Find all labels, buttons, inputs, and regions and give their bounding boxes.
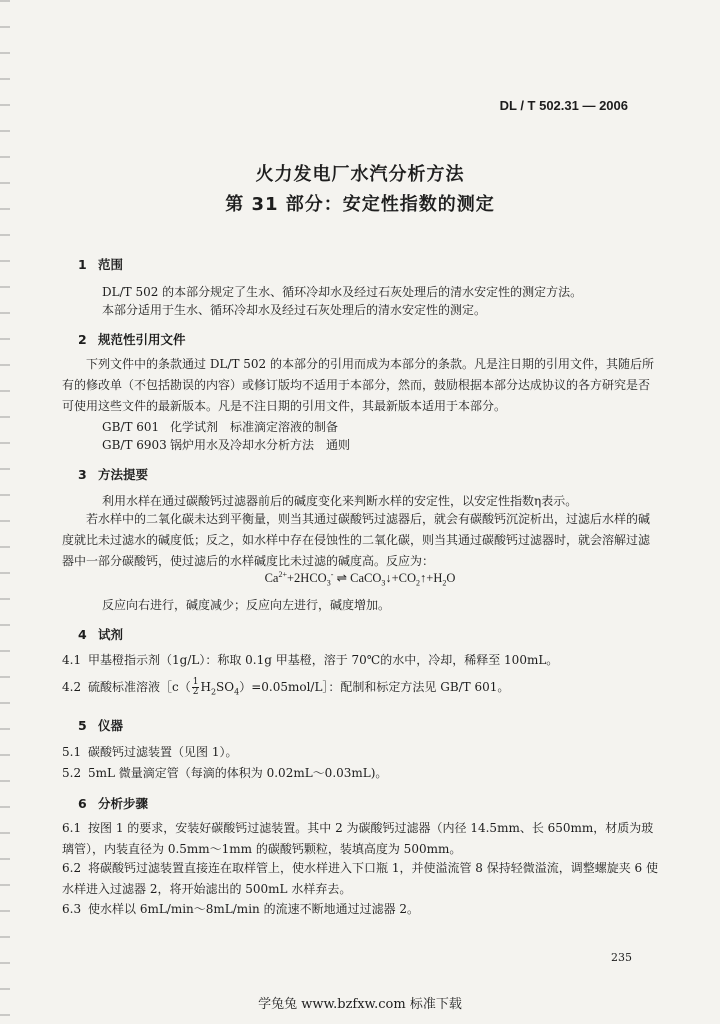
reference-item: GB/T 601 化学试剂 标准滴定溶液的制备 xyxy=(102,420,339,434)
section-3-heading: 3 方法提要 xyxy=(78,467,149,482)
reference-item: GB/T 6903 锅炉用水及冷却水分析方法 通则 xyxy=(102,438,351,452)
item-5-1: 5.1 碳酸钙过滤装置（见图 1）。 xyxy=(62,745,238,759)
item-4-2: 4.2 硫酸标准溶液［c（ $\frac{1}{2}$ $H_2SO_4)=0.05mol/L]$：配制和标定方法见 GB/T 601。 xyxy=(62,677,510,697)
section-3-para-1: 利用水样在通过碳酸钙过滤器前后的碱度变化来判断水样的安定性，以安定性指数η表示。 xyxy=(102,494,578,508)
section-5-heading: 5 仪器 xyxy=(78,718,124,733)
precipitate-arrow: ↓ xyxy=(385,571,392,586)
document-subtitle: 第 31 部分：安定性指数的测定 xyxy=(225,194,495,215)
section-6-heading: 6 分析步骤 xyxy=(78,796,149,811)
watermark-footer: 学兔兔 www.bzfxw.com 标准下载 xyxy=(258,997,462,1012)
equilibrium-arrow: ⇌ xyxy=(336,571,347,586)
section-4-heading: 4 试剂 xyxy=(78,627,124,642)
fraction-one-half: $\frac{1}{2}$ xyxy=(192,677,199,697)
reaction-equation: $Ca^{2+}+2HCO_3^-$ ⇌ $CaCO_3↓+CO_2↑+H_2O$ xyxy=(264,570,456,588)
page-number: 235 xyxy=(611,951,632,964)
section-1-para-2: 本部分适用于生水、循环冷却水及经过石灰处理后的清水安定性的测定。 xyxy=(102,303,487,317)
gas-arrow: ↑ xyxy=(420,571,427,586)
item-6-1: 6.1 按图 1 的要求，安装好碳酸钙过滤装置。其中 2 为碳酸钙过滤器（内径 14.5mm、长 650mm，材质为玻璃管），内装直径为 0.5mm～1mm 的碳酸钙颗粒，装填高度为 500mm。 xyxy=(62,821,654,856)
section-2-para-1: 下列文件中的条款通过 DL/T 502 的本部分的引用而成为本部分的条款。凡是注日期的引用文件，其随后所有的修改单（不包括勘误的内容）或修订版均不适用于本部分，然而，鼓励根据本部分达成协议的各方研究是否可使用这些文件的最新版本。凡是不注日期的引用文件，其最新版本适用于本部分。 xyxy=(62,357,654,413)
section-1-para-1: DL/T 502 的本部分规定了生水、循环冷却水及经过石灰处理后的清水安定性的测定方法。 xyxy=(102,285,583,299)
item-5-2: 5.2 5mL 微量滴定管（每滴的体积为 0.02mL～0.03mL)。 xyxy=(62,766,388,780)
scan-binding-edge xyxy=(0,0,10,1024)
section-3-para-3: 反应向右进行，碱度减少；反应向左进行，碱度增加。 xyxy=(102,598,391,612)
section-2-heading: 2 规范性引用文件 xyxy=(78,332,186,347)
section-3-para-2: 若水样中的二氧化碳未达到平衡量，则当其通过碳酸钙过滤器后，就会有碳酸钙沉淀析出，过滤后水样的碱度就比未过滤水的碱度低；反之，如水样中存在侵蚀性的二氧化碳，则当其通过碳酸钙过滤器时，就会溶解过滤器中一部分碳酸钙，使过滤后的水样碱度比未过滤的碱度高。反应为： xyxy=(62,512,651,568)
item-6-2: 6.2 将碳酸钙过滤装置直接连在取样管上，使水样进入下口瓶 1，并使溢流管 8 保持轻微溢流，调整螺旋夹 6 使水样进入过滤器 2，将开始滤出的 500mL 水样弃去。 xyxy=(62,861,658,896)
standard-code: DL / T 502.31 — 2006 xyxy=(499,98,628,113)
item-6-3: 6.3 使水样以 6mL/min～8mL/min 的流速不断地通过过滤器 2。 xyxy=(62,902,420,916)
section-1-heading: 1 范围 xyxy=(78,257,124,272)
document-title: 火力发电厂水汽分析方法 xyxy=(255,164,465,185)
item-4-1: 4.1 甲基橙指示剂（1g/L）：称取 0.1g 甲基橙，溶于 70℃的水中，冷却，稀释至 100mL。 xyxy=(62,653,559,667)
